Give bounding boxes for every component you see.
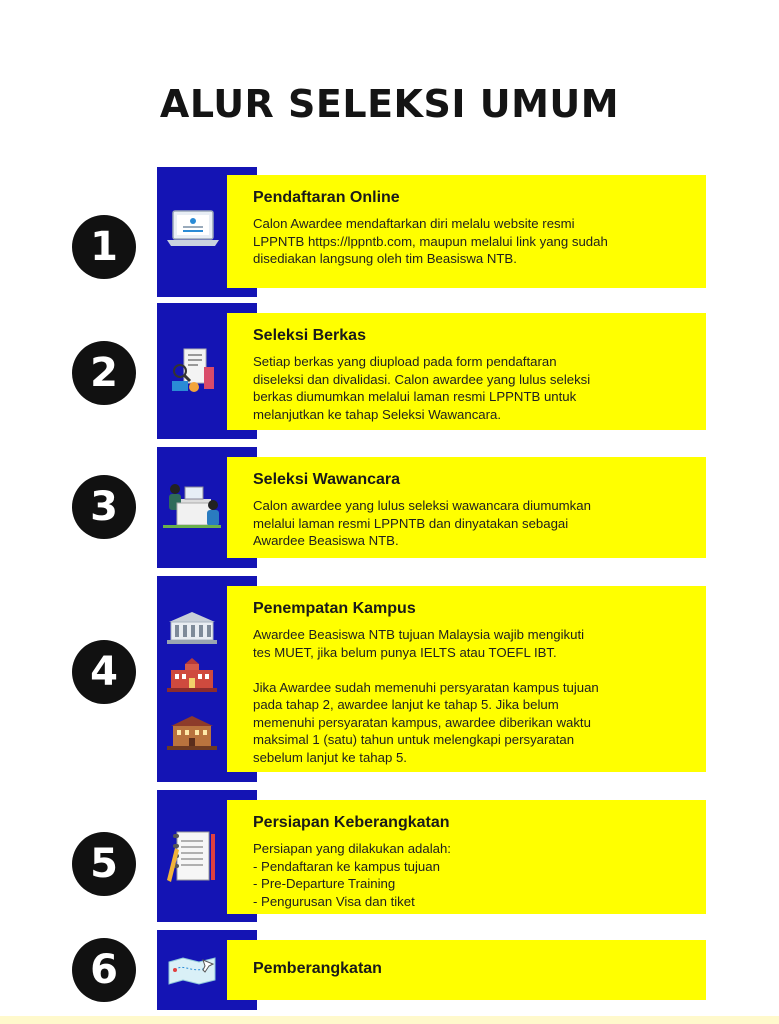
interview-icon <box>163 481 221 533</box>
campus-building-icon <box>167 714 217 750</box>
step-1 <box>0 167 779 297</box>
step-number-2: 2 <box>72 341 136 405</box>
laptop-icon <box>165 209 221 249</box>
step-5-title: Persiapan Keberangkatan <box>253 814 450 831</box>
step-number-5: 5 <box>72 832 136 896</box>
airplane-map-icon <box>165 952 219 986</box>
step-4-card <box>227 586 706 772</box>
step-6 <box>0 930 779 1010</box>
notebook-icon <box>167 828 217 886</box>
step-number-3: 3 <box>72 475 136 539</box>
step-4-title: Penempatan Kampus <box>253 600 416 617</box>
step-3 <box>0 447 779 568</box>
campus-building-icon <box>167 656 217 692</box>
step-1-body: Calon Awardee mendaftarkan diri melalu website resmi LPPNTB https://lppntb.com, maupun melalui link yang sudah disediakan langsung oleh tim Beasiswa NTB. <box>253 216 608 266</box>
step-5-body: Persiapan yang dilakukan adalah: - Pendaftaran ke kampus tujuan - Pre-Departure Training - Pengurusan Visa dan tiket <box>253 841 451 909</box>
page-title: ALUR SELEKSI UMUM <box>159 82 620 126</box>
document-review-icon <box>168 345 218 395</box>
step-6-title: Pemberangkatan <box>253 960 382 977</box>
campus-building-icon <box>167 610 217 644</box>
step-2-title: Seleksi Berkas <box>253 327 366 344</box>
step-4-body: Awardee Beasiswa NTB tujuan Malaysia wajib mengikuti tes MUET, jika belum punya IELTS atau TOEFL IBT. Jika Awardee sudah memenuhi persyaratan kampus tujuan pada tahap 2, awardee lanjut ke tahap 5. Jika belum memenuhi persyaratan kampus, awardee diberikan waktu maksimal 1 (satu) tahun untuk melengkapi persyaratan sebelum lanjut ke tahap 5. <box>253 627 599 765</box>
step-number-4: 4 <box>72 640 136 704</box>
step-2-body: Setiap berkas yang diupload pada form pendaftaran diseleksi dan divalidasi. Calon awardee yang lulus seleksi berkas diumumkan melalui laman resmi LPPNTB untuk melanjutkan ke tahap Seleksi Wawancara. <box>253 354 591 422</box>
step-4 <box>0 576 779 782</box>
step-2 <box>0 303 779 439</box>
step-1-title: Pendaftaran Online <box>253 189 400 206</box>
step-5 <box>0 790 779 922</box>
step-number-1: 1 <box>72 215 136 279</box>
step-3-title: Seleksi Wawancara <box>253 471 401 488</box>
step-3-body: Calon awardee yang lulus seleksi wawancara diumumkan melalui laman resmi LPPNTB dan dinyatakan sebagai Awardee Beasiswa NTB. <box>253 498 591 548</box>
step-6-card <box>227 940 706 1000</box>
step-3-card <box>227 457 706 558</box>
step-number-6: 6 <box>72 938 136 1002</box>
step-5-card <box>227 800 706 914</box>
step-2-card <box>227 313 706 430</box>
bottom-strip <box>0 1016 779 1024</box>
step-1-card <box>227 175 706 288</box>
